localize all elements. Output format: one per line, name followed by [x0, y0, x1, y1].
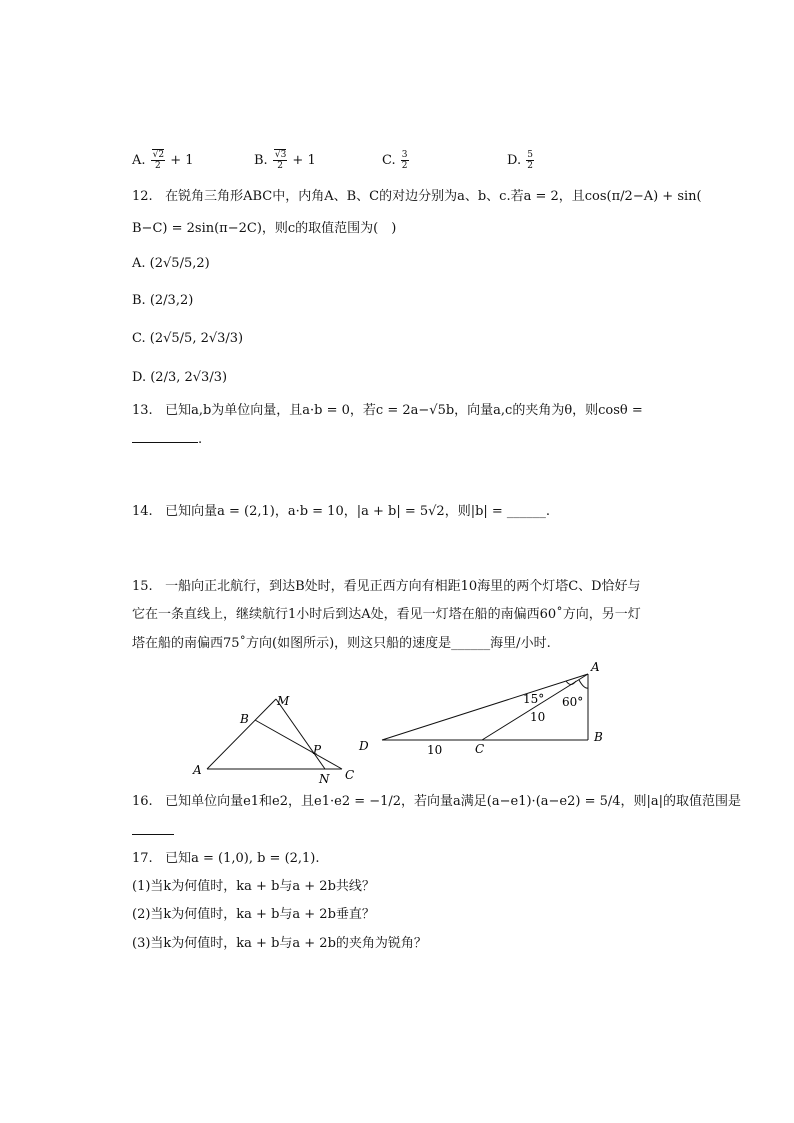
length-AC-label: 10: [530, 710, 546, 724]
q12-stem-line1: 12. 在锐角三角形ABC中，内角A、B、C的对边分别为a、b、c.若a = 2，且cos(π/2−A) + sin(: [132, 189, 702, 204]
figure-right: [355, 657, 615, 757]
q15-line2: 它在一条直线上，继续航行1小时后到达A处，看见一灯塔在船的南偏西60˚方向，另一灯: [132, 607, 641, 622]
q13-answer-line: .: [132, 430, 202, 449]
line-BC: [255, 720, 342, 769]
label-B: B: [240, 712, 249, 726]
q17-part-2: (2)当k为何值时，ka + b与a + 2b垂直？: [132, 907, 375, 922]
q11-option-a: A. $\frac{√2}{2}$ + 1: [132, 150, 194, 171]
label-A: A: [591, 660, 600, 674]
q11-option-c-fraction: $\frac{3}{2}$: [401, 150, 408, 171]
angle-arc-60: [579, 680, 588, 688]
q11-option-c: C. $\frac{3}{2}$: [382, 150, 408, 171]
label-N: N: [319, 772, 330, 785]
label-M: M: [277, 694, 290, 708]
q11-options: [132, 150, 692, 172]
q11-option-b-fraction: $\frac{√3}{2}$: [274, 150, 287, 171]
label-C: C: [475, 742, 485, 756]
q16-answer-line: [132, 822, 174, 841]
line-AM: [207, 699, 276, 769]
q15-line3: 塔在船的南偏西75˚方向(如图所示)，则这只船的速度是______海里/小时.: [132, 636, 551, 651]
q11-option-d-fraction: $\frac{5}{2}$: [527, 150, 533, 171]
label-A: A: [193, 763, 202, 777]
label-P: P: [313, 743, 322, 757]
q12-option-b: B. (2/3,2): [132, 293, 194, 308]
line-MN: [276, 699, 325, 769]
q13-answer-blank: [132, 430, 198, 443]
q12-stem-line2: B−C) = 2sin(π−2C)，则c的取值范围为( ): [132, 221, 397, 236]
q17-stem: 17. 已知a = (1,0), b = (2,1).: [132, 851, 320, 866]
label-C: C: [345, 768, 355, 782]
q11-option-b: B. $\frac{√3}{2}$ + 1: [254, 150, 316, 171]
angle-arc-15: [566, 681, 576, 685]
q17-part-3: (3)当k为何值时，ka + b与a + 2b的夹角为锐角？: [132, 936, 427, 951]
angle-15-label: 15°: [523, 692, 545, 706]
figure-left: [185, 690, 360, 785]
q12-option-d: D. (2/3, 2√3/3): [132, 370, 228, 385]
label-D: D: [359, 739, 369, 753]
q11-option-d: D. $\frac{5}{2}$: [507, 150, 533, 171]
label-B: B: [594, 730, 603, 744]
line-AD: [382, 674, 588, 740]
q11-option-a-fraction: $\frac{√2}{2}$: [152, 150, 165, 171]
q12-option-a: A. (2√5/5,2): [132, 256, 210, 271]
q12-option-c: C. (2√5/5, 2√3/3): [132, 331, 244, 346]
length-DC-label: 10: [427, 743, 443, 757]
angle-60-label: 60°: [562, 695, 584, 709]
q13-stem: 13. 已知a,b为单位向量，且a·b = 0，若c = 2a−√5b，向量a,c的夹角为θ，则cosθ =: [132, 403, 643, 418]
q15-line1: 15. 一船向正北航行，到达B处时，看见正西方向有相距10海里的两个灯塔C、D恰好与: [132, 579, 641, 594]
q17-part-1: (1)当k为何值时，ka + b与a + 2b共线？: [132, 879, 375, 894]
q16-stem: 16. 已知单位向量e1和e2，且e1·e2 = −1/2，若向量a满足(a−e1)·(a−e2) = 5/4，则|a|的取值范围是: [132, 794, 742, 809]
q16-answer-blank: [132, 822, 174, 835]
q14-stem: 14. 已知向量a = (2,1)，a·b = 10，|a + b| = 5√2，则|b| = ______.: [132, 504, 551, 519]
